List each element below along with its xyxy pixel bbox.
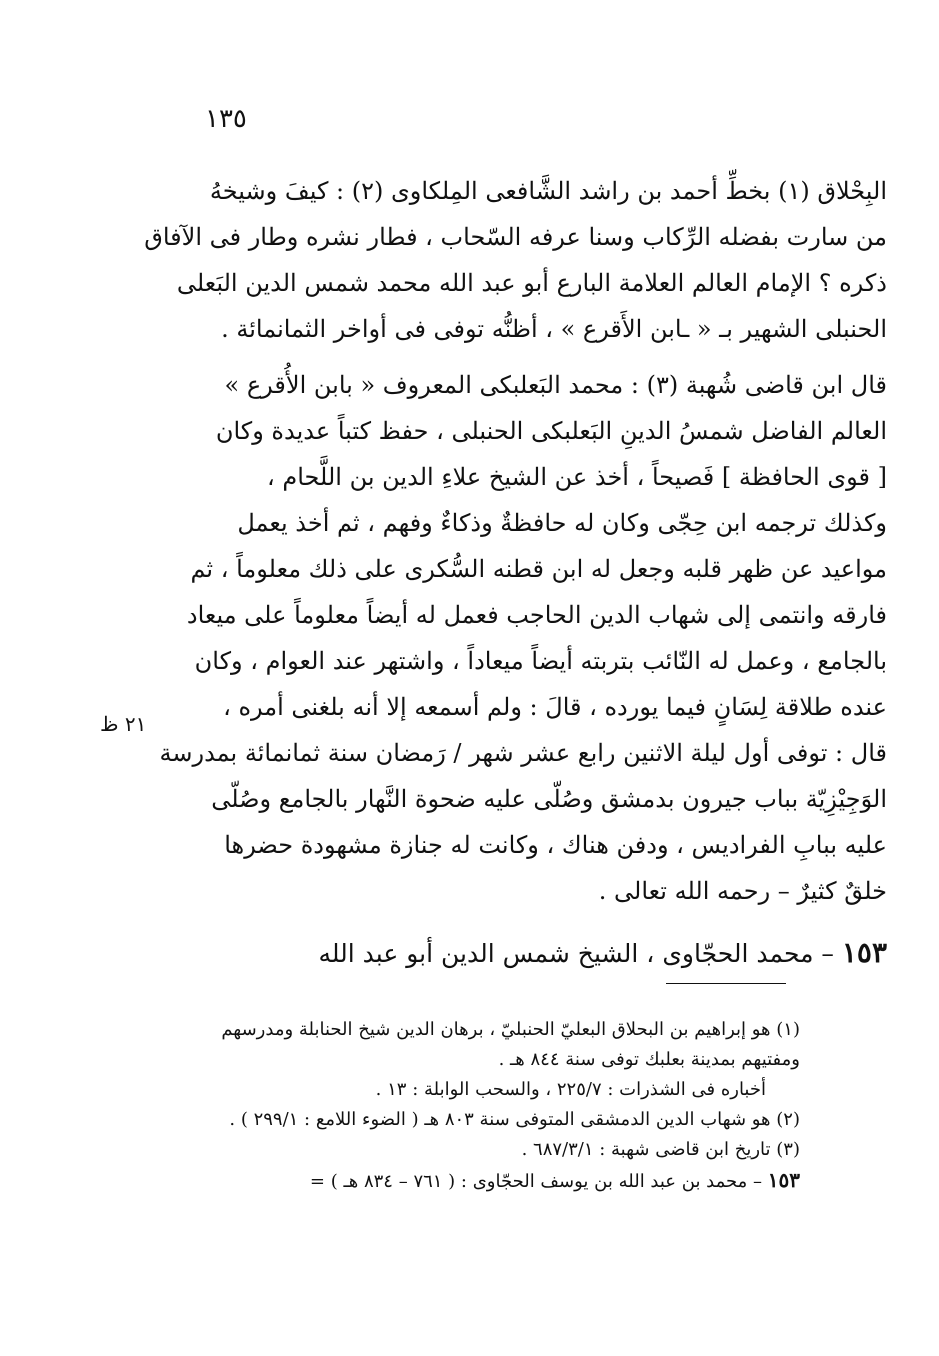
page-number: ١٣٥ bbox=[205, 104, 247, 134]
footnote-1-line: ومفتيهم بمدينة بعلبك توفى سنة ٨٤٤ هـ . bbox=[498, 1049, 800, 1070]
text-line: [ قوى الحافظة ] فَصيحاً ، أخذ عن الشيخ علاءِ الدين بن اللَّحام ، bbox=[266, 463, 887, 491]
text-line: الحنبلى الشهير بـ « ـابن الأَقرع » ، أظنُّه توفى فى أواخر الثمانمائة . bbox=[221, 315, 887, 343]
text-line: ذكره ؟ الإمام العالم العلامة البارع أبو عبد الله محمد شمس الدين البَعلى bbox=[176, 269, 887, 297]
footnote-divider bbox=[666, 983, 786, 984]
footnote-1-line: (١) هو إبراهيم بن البحلاق البعليّ الحنبليّ ، برهان الدين شيخ الحنابلة ومدرسهم bbox=[221, 1019, 800, 1040]
text-line: مواعيد عن ظهر قلبه وجعل له ابن قطنه السُّكرى على ذلك معلوماً ، ثم bbox=[190, 555, 887, 583]
text-line: من سارت بفضله الرِّكاب وسنا عرفه السّحاب ، فطار نشره وطار فى الآفاق bbox=[144, 223, 887, 251]
text-line: قال : توفى أول ليلة الاثنين رابع عشر شهر / رَمضان سنة ثمانمائة بمدرسة bbox=[159, 739, 887, 767]
text-line: عليه ببابِ الفراديس ، ودفن هناك ، وكانت له جنازة مشهودة حضرها bbox=[224, 831, 887, 859]
footnote-entry-number: ١٥٣ bbox=[767, 1168, 800, 1192]
footnote-1-line: أخباره فى الشذرات : ٢٢٥/٧ ، والسحب الوابلة : ١٣ . bbox=[375, 1079, 766, 1100]
entry-title: – محمد الحجّاوى ، الشيخ شمس الدين أبو عبد الله bbox=[318, 939, 834, 968]
text-line: فارقه وانتمى إلى شهاب الدين الحاجب فعمل له أيضاً معلوماً على ميعاد bbox=[186, 601, 887, 629]
footnote-entry-text: – محمد بن عبد الله بن يوسف الحجّاوى : ( ٧٦١ – ٨٣٤ هـ ) = bbox=[309, 1171, 763, 1192]
text-line: خلقٌ كثيرٌ – رحمه الله تعالى . bbox=[598, 877, 887, 905]
text-line: عنده طلاقة لِسَانٍ فيما يورده ، قالَ : ولم أسمعه إلا أنه بلغنى أمره ، bbox=[223, 693, 887, 721]
entry-number: ١٥٣ bbox=[841, 936, 887, 969]
text-line: البِحْلاق (١) بخطِّ أحمد بن راشد الشَّافعى المِلكاوى (٢) : كيفَ وشيخهُ bbox=[209, 177, 887, 205]
footnote-2: (٢) هو شهاب الدين الدمشقى المتوفى سنة ٨٠٣ هـ ( الضوء اللامع : ٢٩٩/١ ) . bbox=[229, 1109, 800, 1130]
footnotes bbox=[150, 1015, 800, 1195]
footnote-3: (٣) تاريخ ابن قاضى شهبة : ٦٨٧/٣/١ . bbox=[521, 1139, 800, 1160]
main-text bbox=[60, 168, 905, 978]
text-line: العالم الفاضل شمسُ الدينِ البَعلبكى الحنبلى ، حفظ كتباً عديدة وكان bbox=[215, 417, 887, 445]
folio-margin-note: ٢١ ظ bbox=[100, 712, 147, 736]
text-line: بالجامع ، وعمل له النّائب بتربته أيضاً ميعاداً ، واشتهر عند العوام ، وكان bbox=[194, 647, 887, 675]
text-line: قال ابن قاضى شُهبة (٣) : محمد البَعلبكى المعروف « بابن الأُقرع » bbox=[224, 371, 887, 399]
footnote-entry-153 bbox=[150, 1165, 800, 1195]
text-line: وكذلك ترجمه ابن حِجّى وكان له حافظةٌ وذكاءٌ وفهم ، ثم أخذ يعمل bbox=[237, 509, 887, 537]
entry-heading bbox=[60, 928, 905, 978]
text-line: الوَجِيْزِيّة بباب جيرون بدمشق وصُلّى عليه ضحوة النَّهار بالجامع وصُلّى bbox=[211, 785, 887, 813]
